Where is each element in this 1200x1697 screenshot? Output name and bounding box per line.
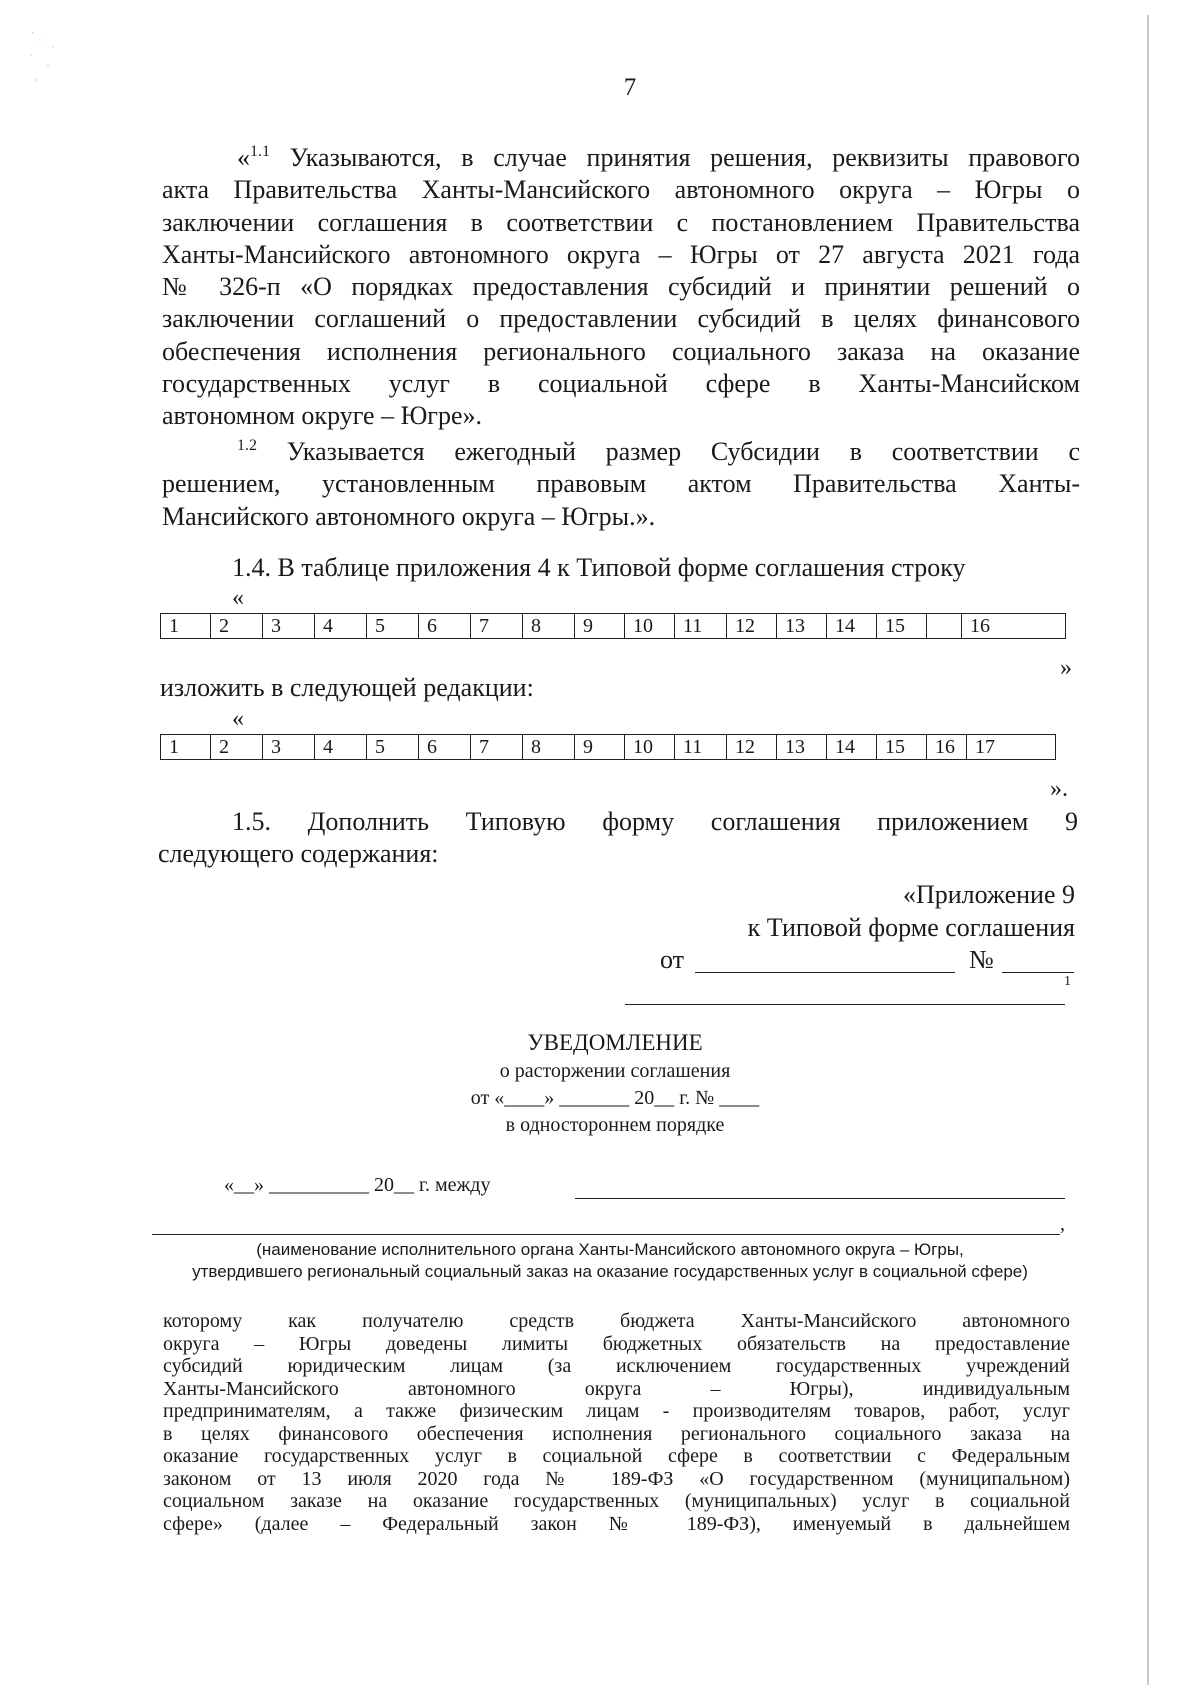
appendix-subtitle: к Типовой форме соглашения (747, 913, 1075, 942)
old-row-cell: 15 (877, 614, 927, 638)
new-row-close-quote: ». (1050, 776, 1068, 802)
old-row-cell: 10 (625, 614, 675, 638)
notice-body (163, 1310, 1070, 1535)
new-row-cell: 8 (523, 735, 575, 759)
text-line: заключении соглашения в соответствии с постановлением Правительства (162, 207, 1080, 237)
appendix-date-blank (695, 972, 955, 973)
page-number: 7 (623, 74, 637, 101)
appendix-footnote-mark: 1 (1064, 974, 1071, 989)
new-row-cell: 10 (625, 735, 675, 759)
new-row-cell: 12 (727, 735, 777, 759)
text-line: заключении соглашений о предоставлении субсидий в целях финансового (162, 304, 1080, 334)
text-line: обеспечения исполнения регионального социального заказа на оказание (162, 336, 1080, 366)
old-row-cell: 9 (575, 614, 625, 638)
new-row-open-quote: « (232, 706, 244, 732)
text-line: следующего содержания: (158, 839, 439, 869)
footnote-mark: 1.2 (237, 437, 257, 454)
text-line: субсидий юридическим лицам (за исключением государственных учреждений (163, 1355, 1070, 1377)
new-row-cell: 13 (777, 735, 827, 759)
notice-subtitle: о расторжении соглашения (499, 1060, 731, 1082)
text-line: сфере» (далее – Федеральный закон № 189-ФЗ), именуемый в дальнейшем (163, 1512, 1070, 1535)
item-1-4-text: 1.4. В таблице приложения 4 к Типовой форме соглашения строку (232, 553, 966, 582)
new-table-row (160, 734, 1056, 760)
text-line: акта Правительства Ханты-Мансийского автономного округа – Югры о (162, 175, 1080, 205)
old-row-cell: 13 (777, 614, 827, 638)
text-line: законом от 13 июля 2020 года № 189-ФЗ «О государственном (муниципальном) (163, 1467, 1070, 1490)
old-row-cell: 1 (161, 614, 211, 638)
text-line: № 326-п «О порядках предоставления субсидий и принятии решений о (162, 272, 1080, 302)
notice-manner: в одностороннем порядке (505, 1114, 725, 1136)
footnote-1-2 (162, 436, 1080, 533)
new-row-cell: 15 (877, 735, 927, 759)
new-row-cell: 9 (575, 735, 625, 759)
text-line: которому как получателю средств бюджета Ханты-Мансийского автономного (163, 1310, 1070, 1332)
old-row-cell: 3 (263, 614, 315, 638)
appendix-number-blank (1002, 972, 1074, 973)
appendix-extra-line (625, 1004, 1065, 1005)
replace-text: изложить в следующей редакции: (160, 673, 534, 702)
text-line: Мансийского автономного округа – Югры.». (162, 501, 656, 531)
text-line: социальном заказе на оказание государственных (муниципальных) услуг в социальной (163, 1490, 1070, 1512)
between-blank (575, 1198, 1065, 1199)
new-row-cell: 3 (263, 735, 315, 759)
text-line: округа – Югры доведены лимиты бюджетных обязательств на предоставление (163, 1332, 1070, 1355)
org-caption-line2: утвердившего региональный социальный заказ на оказание государственных услуг в социальной сфере) (192, 1262, 1028, 1281)
text-line: автономном округе – Югре». (162, 401, 483, 431)
old-row-cell: 16 (970, 615, 990, 637)
new-row-cell: 2 (211, 735, 263, 759)
text-line: оказание государственных услуг в социальной сфере в соответствии с Федеральным (163, 1445, 1070, 1467)
appendix-number-sign: № (969, 945, 994, 974)
new-row-cell: 14 (827, 735, 877, 759)
org-name-blank (152, 1234, 1060, 1235)
text-line: решением, установленным правовым актом Правительства Ханты- (162, 469, 1080, 499)
footnote-1-1-first-line (162, 142, 1080, 174)
text-line: Ханты-Мансийского автономного округа – Югры от 27 августа 2021 года (162, 239, 1080, 269)
new-row-cell: 7 (471, 735, 523, 759)
old-row-cell: 8 (523, 614, 575, 638)
text-line: в целях финансового обеспечения исполнения регионального социального заказа на (163, 1422, 1070, 1445)
text-line: предпринимателям, а также физическим лицам - производителям товаров, работ, услуг (163, 1400, 1070, 1422)
open-quote: « (237, 143, 250, 172)
text-line: Ханты-Мансийского автономного округа – Югры), индивидуальным (163, 1377, 1070, 1400)
footnote-mark: 1.1 (250, 143, 270, 160)
old-row-cell: 2 (211, 614, 263, 638)
text-line: Указываются, в случае принятия решения, реквизиты правового (270, 143, 1080, 172)
appendix-title: «Приложение 9 (902, 880, 1075, 909)
old-table-row (160, 613, 1066, 639)
old-row-cell: 14 (827, 614, 877, 638)
page-right-edge (1147, 15, 1149, 1685)
old-row-open-quote: « (232, 585, 244, 611)
new-row-cell: 4 (315, 735, 367, 759)
text-line: 1.5. Дополнить Типовую форму соглашения приложением 9 (232, 807, 1078, 836)
org-caption-line1: (наименование исполнительного органа Ханты-Мансийского автономного округа – Югры, (256, 1240, 964, 1259)
new-row-cell: 17 (975, 736, 995, 758)
appendix-from-label: от (660, 945, 685, 974)
old-row-cell: 11 (675, 614, 727, 638)
notice-date-line: от «____» _______ 20__ г. № ____ (470, 1087, 760, 1109)
old-row-cell: 6 (419, 614, 471, 638)
between-date: «__» __________ 20__ г. между (224, 1174, 491, 1196)
old-row-cell (927, 614, 962, 638)
old-row-cell: 5 (367, 614, 419, 638)
new-row-cell: 6 (419, 735, 471, 759)
footnote-1-2-first-line (162, 436, 1080, 468)
new-row-cell: 16 (927, 735, 967, 759)
text-line: государственных услуг в социальной сфере в Ханты-Мансийском (162, 369, 1080, 399)
old-row-cell: 4 (315, 614, 367, 638)
new-row-cell: 1 (161, 735, 211, 759)
old-row-cell: 12 (727, 614, 777, 638)
org-comma: , (1060, 1213, 1065, 1235)
new-row-cell: 11 (675, 735, 727, 759)
item-1-5 (158, 806, 1078, 871)
text-line: Указывается ежегодный размер Субсидии в соответствии с (257, 437, 1080, 466)
new-row-cell: 5 (367, 735, 419, 759)
old-row-cell: 7 (471, 614, 523, 638)
notice-title: УВЕДОМЛЕНИЕ (527, 1030, 703, 1055)
footnote-1-1 (162, 142, 1080, 433)
old-row-close-quote: » (1060, 655, 1072, 681)
